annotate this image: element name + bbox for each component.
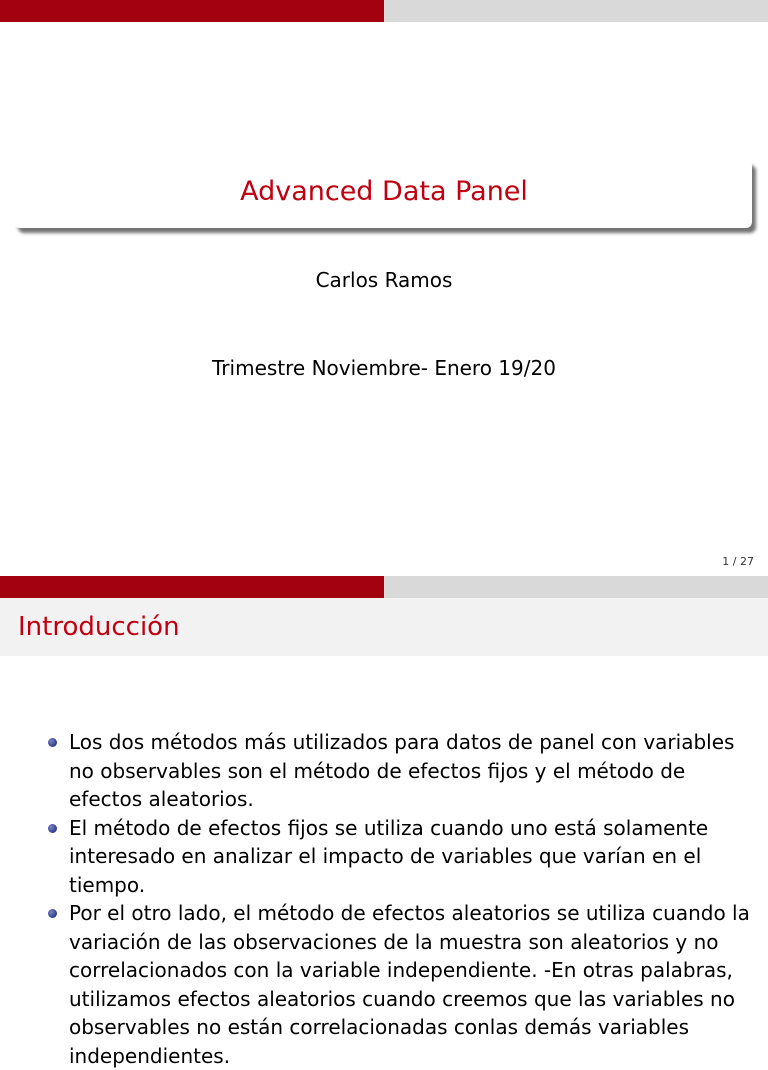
bullet-icon xyxy=(48,824,57,833)
page-number: 1 / 27 xyxy=(722,555,754,568)
author-name: Carlos Ramos xyxy=(315,268,453,292)
progress-bar-gray xyxy=(384,0,768,22)
bullet-text: Por el otro lado, el método de efectos aleatorios se utiliza cuando la variación de las observaciones de la muestra son aleatorios y no correlacionados con la variable independiente. -En otras palabras, utilizamos efectos aleatorios cuando creemos que las variables no observables no están correlacionadas conlas demás variables independientes. xyxy=(69,901,750,1068)
presentation-date: Trimestre Noviembre- Enero 19/20 xyxy=(212,356,556,380)
presentation-title: Advanced Data Panel xyxy=(240,176,528,207)
bullet-icon xyxy=(48,909,57,918)
list-item xyxy=(48,814,758,900)
progress-bar-gray xyxy=(384,576,768,598)
top-progress-bar xyxy=(0,0,768,22)
progress-bar-red xyxy=(0,576,384,598)
bullet-icon xyxy=(48,738,57,747)
bullet-text: El método de efectos fijos se utiliza cuando uno está solamente interesado en analizar el impacto de variables que varían en el tiempo. xyxy=(69,815,709,897)
top-progress-bar xyxy=(0,576,768,598)
progress-bar-red xyxy=(0,0,384,22)
frame-title: Introducción xyxy=(18,612,180,642)
content-slide xyxy=(0,576,768,1068)
bullet-list xyxy=(48,728,758,1070)
list-item xyxy=(48,899,758,1070)
list-item xyxy=(48,728,758,814)
bullet-text: Los dos métodos más utilizados para datos de panel con variables no observables son el método de efectos fijos y el método de efectos aleatorios. xyxy=(69,730,735,811)
